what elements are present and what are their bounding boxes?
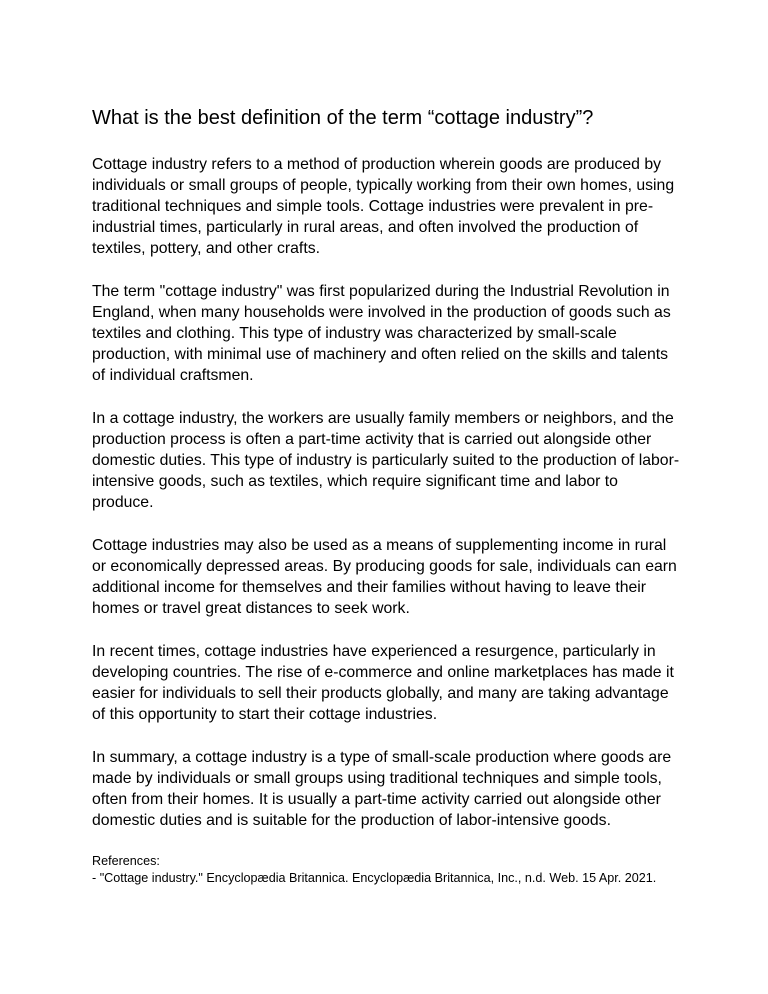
paragraph-definition: Cottage industry refers to a method of production wherein goods are produced by individuals or small groups of people, typically working from their own homes, using traditional techniques and simple tools. Cottage industries were prevalent in pre-industrial times, particularly in rural areas, and often involved the production of textiles, pottery, and other crafts. [92, 156, 675, 257]
paragraph-resurgence: In recent times, cottage industries have experienced a resurgence, particularly in developing countries. The rise of e-commerce and online marketplaces has made it easier for individuals to sell their products globally, and many are taking advantage of this opportunity to start their cottage industries. [92, 643, 674, 723]
reference-item: - "Cottage industry." Encyclopædia Britannica. Encyclopædia Britannica, Inc., n.d. Web. 15 Apr. 2021. [92, 871, 657, 885]
references-section [92, 853, 682, 887]
document-page [92, 104, 682, 887]
references-heading: References: [92, 854, 160, 868]
paragraph-summary: In summary, a cottage industry is a type of small-scale production where goods are made by individuals or small groups using traditional techniques and simple tools, often from their homes. It is usually a part-time activity carried out alongside other domestic duties and is suitable for the production of labor-intensive goods. [92, 749, 672, 829]
paragraph-income: Cottage industries may also be used as a means of supplementing income in rural or economically depressed areas. By producing goods for sale, individuals can earn additional income for themselves and their families without having to leave their homes or travel great distances to seek work. [92, 537, 677, 617]
paragraph-workers: In a cottage industry, the workers are usually family members or neighbors, and the production process is often a part-time activity that is carried out alongside other domestic duties. This type of industry is particularly suited to the production of labor-intensive goods, such as textiles, which require significant time and labor to produce. [92, 410, 680, 511]
paragraph-history: The term "cottage industry" was first popularized during the Industrial Revolution in England, when many households were involved in the production of goods such as textiles and clothing. This type of industry was characterized by small-scale production, with minimal use of machinery and often relied on the skills and talents of individual craftsmen. [92, 283, 671, 384]
document-title: What is the best definition of the term “cottage industry”? [92, 107, 594, 129]
